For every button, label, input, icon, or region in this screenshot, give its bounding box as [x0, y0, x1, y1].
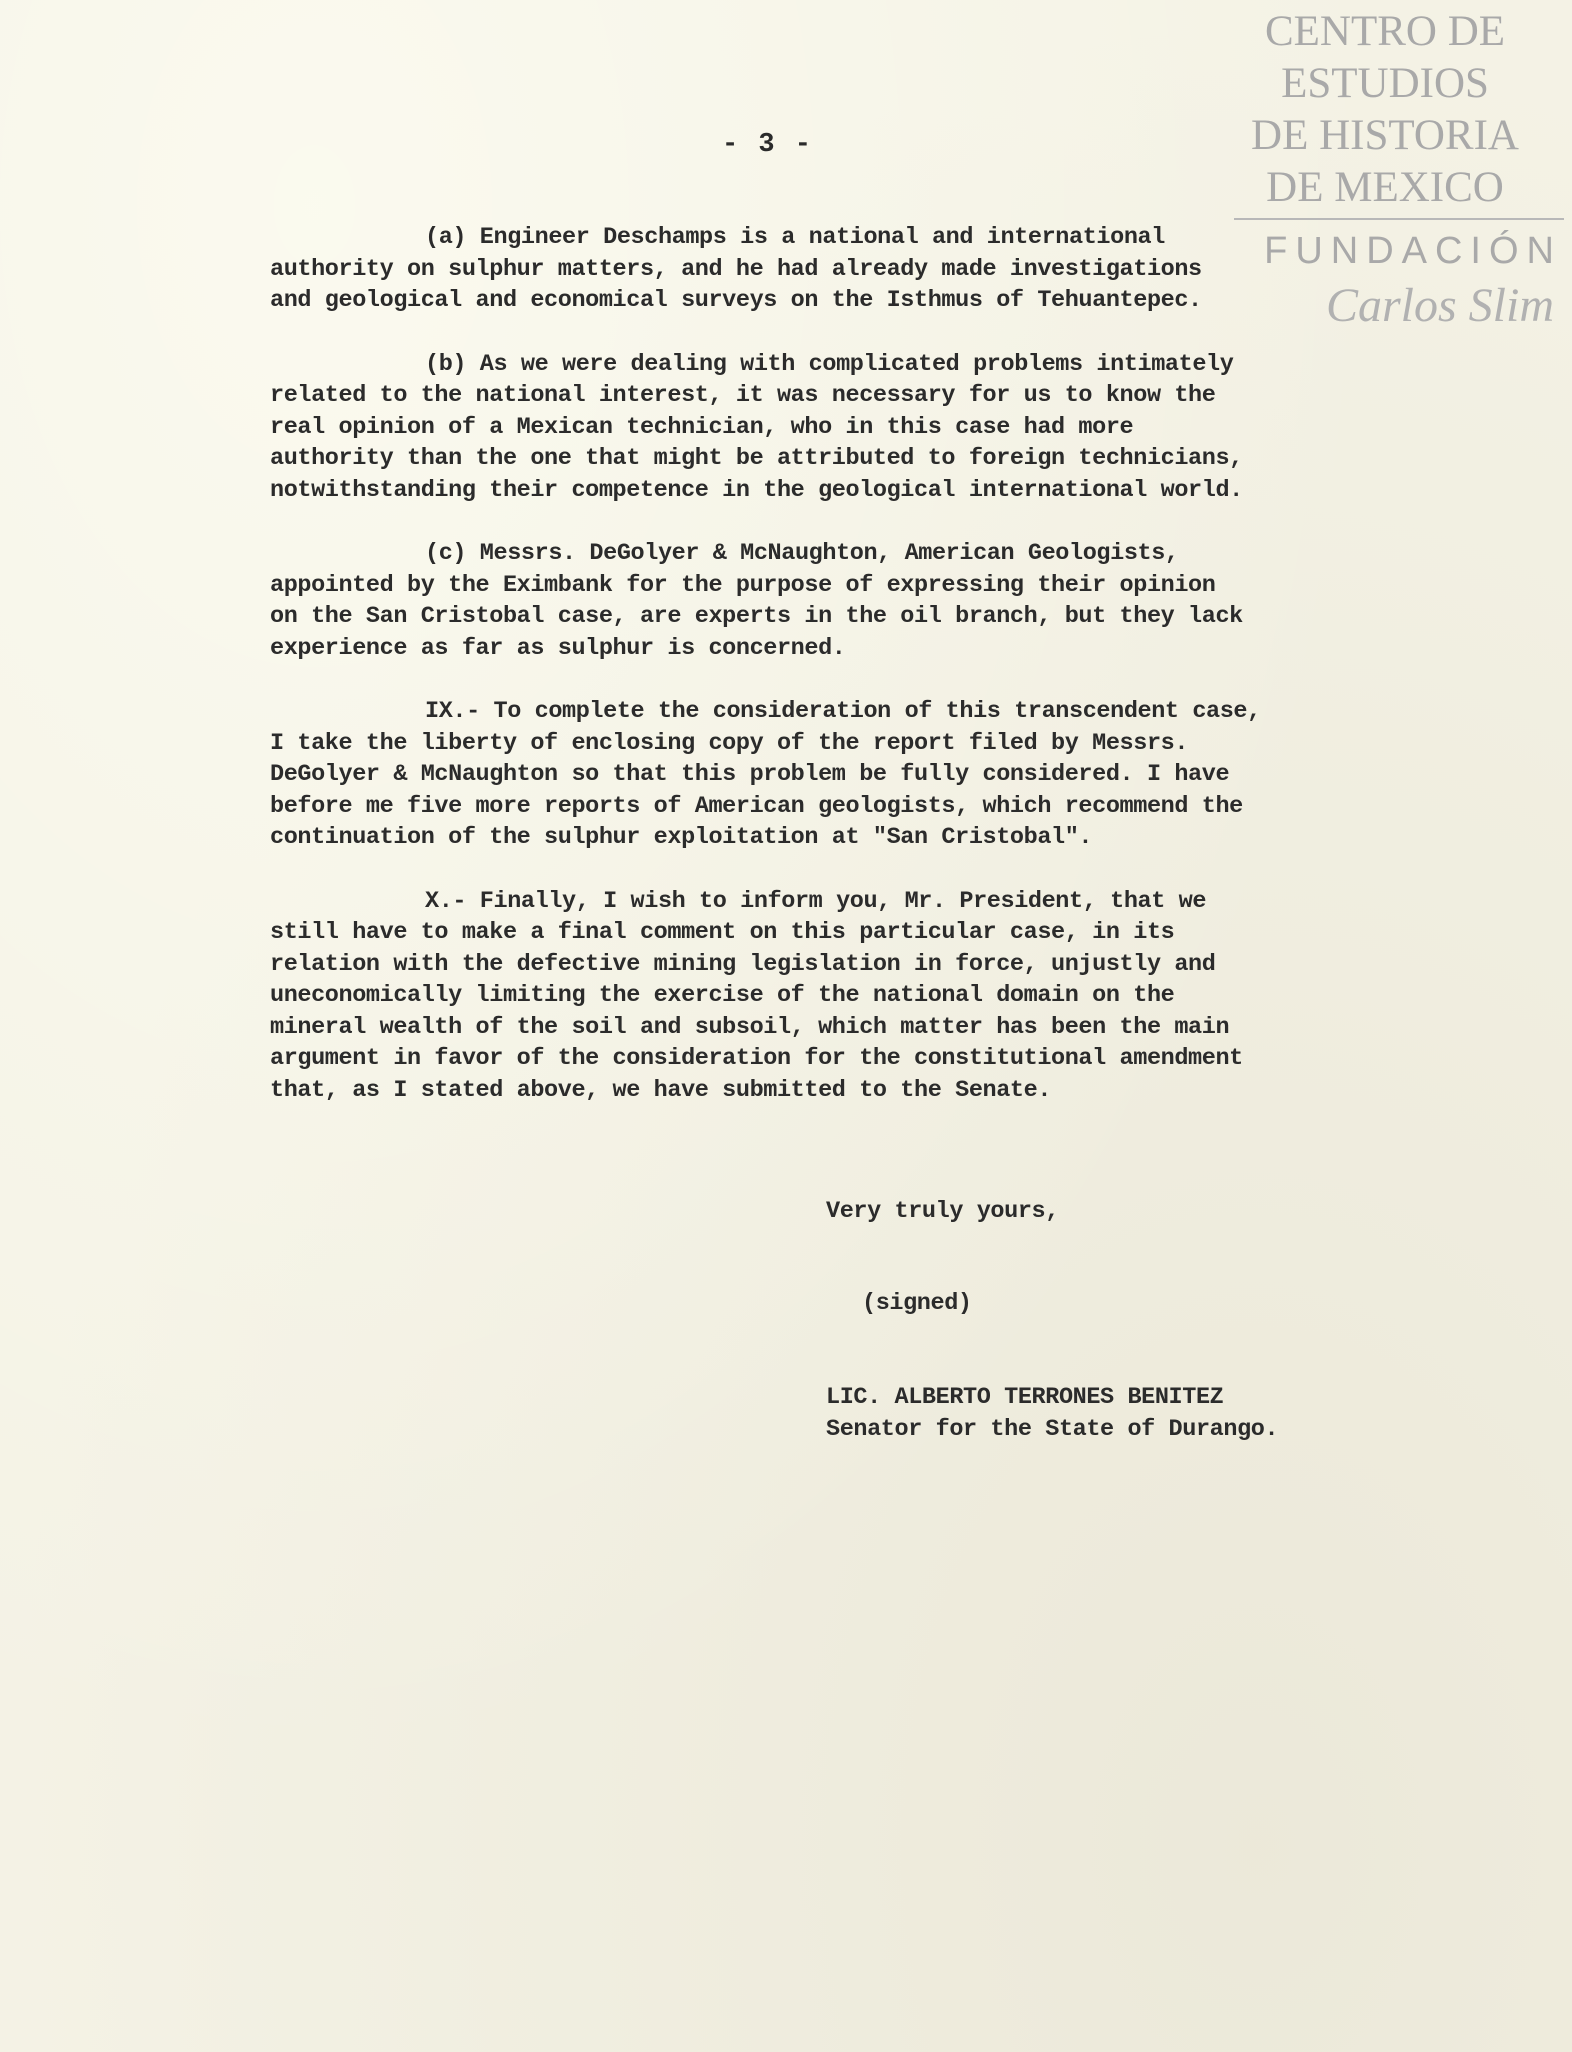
signatory-title: Senator for the State of Durango.: [826, 1416, 1279, 1443]
paragraph-b: [270, 349, 1390, 507]
text-line: X.- Finally, I wish to inform you, Mr. President, that we: [425, 887, 1207, 915]
text-line: I take the liberty of enclosing copy of the report filed by Messrs.: [270, 729, 1189, 757]
text-line: authority than the one that might be attributed to foreign technicians,: [270, 445, 1243, 472]
paragraph-c: [270, 538, 1390, 664]
text-line: before me five more reports of American geologists, which recommend the: [270, 792, 1243, 820]
text-line: still have to make a final comment on this particular case, in its: [270, 919, 1175, 946]
text-line: IX.- To complete the consideration of this transcendent case,: [425, 698, 1261, 725]
page-number: - 3 -: [722, 130, 814, 160]
watermark-line: CENTRO DE: [1264, 8, 1506, 55]
signed-note: (signed): [862, 1290, 972, 1317]
text-line: that, as I stated above, we have submitted to the Senate.: [270, 1076, 1052, 1104]
watermark-line: ESTUDIOS: [1281, 60, 1489, 107]
signatory-name: LIC. ALBERTO TERRONES BENITEZ: [826, 1384, 1224, 1411]
text-line: uneconomically limiting the exercise of the national domain on the: [270, 982, 1175, 1009]
text-line: appointed by the Eximbank for the purpose of expressing their opinion: [270, 571, 1216, 599]
closing-salutation: Very truly yours,: [826, 1198, 1059, 1225]
watermark-line: DE HISTORIA: [1251, 112, 1519, 159]
paragraph-a: [270, 222, 1390, 317]
text-line: experience as far as sulphur is concerned.: [270, 634, 846, 662]
text-line: (a) Engineer Deschamps is a national and international: [425, 224, 1165, 251]
text-line: continuation of the sulphur exploitation at "San Cristobal".: [270, 824, 1093, 851]
text-line: authority on sulphur matters, and he had already made investigations: [270, 255, 1202, 283]
watermark-line: DE MEXICO: [1266, 164, 1504, 211]
paragraph-x: [270, 886, 1390, 1107]
text-line: real opinion of a Mexican technician, who in this case had more: [270, 413, 1134, 441]
text-line: relation with the defective mining legislation in force, unjustly and: [270, 950, 1216, 978]
watermark-divider: [1234, 218, 1564, 220]
text-line: (c) Messrs. DeGolyer & McNaughton, American Geologists,: [425, 540, 1179, 567]
paragraph-ix: [270, 696, 1390, 854]
watermark-fundacion: FUNDACIÓN: [1264, 230, 1562, 272]
text-line: notwithstanding their competence in the geological international world.: [270, 476, 1243, 504]
text-line: mineral wealth of the soil and subsoil, which matter has been the main: [270, 1013, 1230, 1041]
text-line: DeGolyer & McNaughton so that this problem be fully considered. I have: [270, 761, 1230, 788]
text-line: (b) As we were dealing with complicated problems intimately: [425, 350, 1234, 378]
watermark-signature: Carlos Slim: [1325, 279, 1554, 332]
text-line: on the San Cristobal case, are experts in the oil branch, but they lack: [270, 603, 1243, 630]
letter-body: [270, 222, 1390, 1138]
text-line: related to the national interest, it was necessary for us to know the: [270, 382, 1216, 409]
text-line: argument in favor of the consideration for the constitutional amendment: [270, 1045, 1243, 1072]
text-line: and geological and economical surveys on the Isthmus of Tehuantepec.: [270, 287, 1202, 314]
